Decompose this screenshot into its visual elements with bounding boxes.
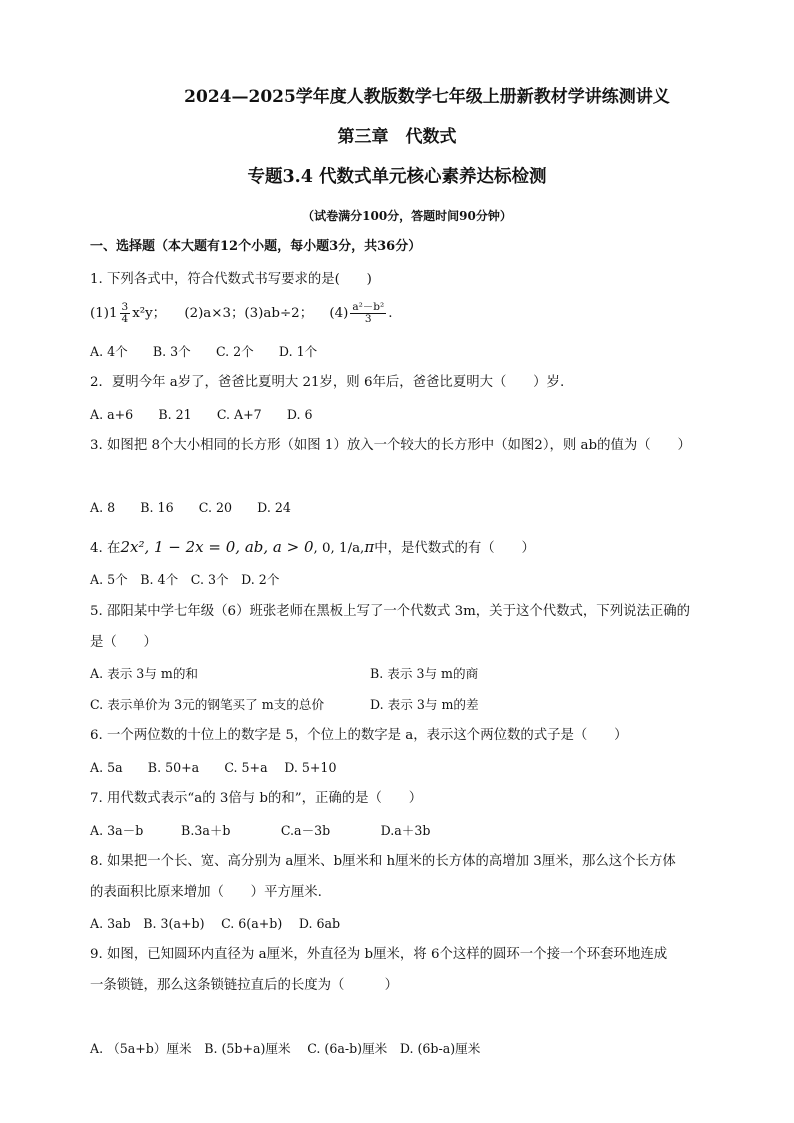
q4-prefix: 4. 在 <box>90 541 121 556</box>
chapter-title: 第三章 代数式 <box>337 127 457 147</box>
q4-expressions: 2x², 1 − 2x = 0, ab, a > 0 <box>120 538 314 556</box>
exam-note: （试卷满分100分，答题时间90分钟） <box>302 209 512 223</box>
fraction-denominator: 3 <box>364 313 372 325</box>
question-2-options: A. a+6 B. 21 C. A+7 D. 6 <box>90 407 313 422</box>
question-3-options: A. 8 B. 16 C. 20 D. 24 <box>90 500 291 515</box>
question-9-options: A. （5a+b）厘米 B. (5b+a)厘米 C. (6a-b)厘米 D. (6b-a)厘米 <box>90 1041 481 1056</box>
question-1-stem: 1. 下列各式中，符合代数式书写要求的是( ) <box>90 272 372 287</box>
q1-part4-prefix: (4) <box>329 306 349 321</box>
question-5-option-b: B. 表示 3与 m的商 <box>370 666 479 681</box>
question-8-stem-line2: 的表面积比原来增加（ ）平方厘米. <box>90 885 322 900</box>
pi-symbol: π <box>364 538 375 556</box>
q4-middle: , 0, 1/a, <box>313 541 365 556</box>
document-title: 2024—2025学年度人教版数学七年级上册新教材学讲练测讲义 <box>184 87 670 107</box>
question-4-stem <box>90 538 535 558</box>
question-9-stem-line2: 一条锁链，那么这条锁链拉直后的长度为（ ） <box>90 978 398 993</box>
question-8-stem-line1: 8. 如果把一个长、宽、高分别为 a厘米、b厘米和 h厘米的长方体的高增加 3厘米，那么这个长方体 <box>90 854 676 869</box>
q1-part1-suffix: x²y； <box>132 306 167 321</box>
question-5-option-a: A. 表示 3与 m的和 <box>90 666 199 681</box>
question-3-stem: 3. 如图把 8个大小相同的长方形（如图 1）放入一个较大的长方形中（如图2），则 ab的值为（ ） <box>90 438 691 453</box>
q4-suffix: 中，是代数式的有（ ） <box>374 541 535 556</box>
question-5-option-c: C. 表示单价为 3元的钢笔买了 m支的总价 <box>90 697 325 712</box>
fraction-numerator: 3 <box>121 301 129 313</box>
question-8-options: A. 3ab B. 3(a+b) C. 6(a+b) D. 6ab <box>90 916 341 931</box>
q1-part1-fraction <box>120 302 131 325</box>
q1-part4-suffix: . <box>388 306 393 321</box>
question-5-option-d: D. 表示 3与 m的差 <box>370 697 479 712</box>
question-6-stem: 6. 一个两位数的十位上的数字是 5，个位上的数字是 a，表示这个两位数的式子是（ ） <box>90 728 628 743</box>
question-9-stem-line1: 9. 如图，已知圆环内直径为 a厘米，外直径为 b厘米，将 6个这样的圆环一个接一个环套环地连成 <box>90 947 668 962</box>
question-7-stem: 7. 用代数式表示“a的 3倍与 b的和”，正确的是（ ） <box>90 791 423 806</box>
topic-title: 专题3.4 代数式单元核心素养达标检测 <box>247 167 547 187</box>
q1-parts-2-3: (2)a×3；(3)ab÷2； <box>184 306 314 321</box>
fraction-denominator: 4 <box>121 313 129 325</box>
question-4-options: A. 5个 B. 4个 C. 3个 D. 2个 <box>90 572 280 587</box>
section-heading: 一、选择题（本大题有12个小题，每小题3分，共36分） <box>90 239 422 254</box>
question-1-parts <box>90 296 392 332</box>
question-1-options: A. 4个 B. 3个 C. 2个 D. 1个 <box>90 344 318 359</box>
fraction-numerator: a²－b² <box>352 301 385 313</box>
question-5-stem-line2: 是（ ） <box>90 635 157 650</box>
question-5-stem-line1: 5. 邵阳某中学七年级（6）班张老师在黑板上写了一个代数式 3m，关于这个代数式，下列说法正确的 <box>90 604 691 619</box>
question-6-options: A. 5a B. 50+a C. 5+a D. 5+10 <box>90 760 337 775</box>
q1-part4-fraction <box>350 302 386 325</box>
question-7-options: A. 3a－b B.3a＋b C.a－3b D.a＋3b <box>90 823 431 838</box>
q1-part1-prefix: (1)1 <box>90 306 118 321</box>
question-2-stem: 2．夏明今年 a岁了，爸爸比夏明大 21岁，则 6年后，爸爸比夏明大（ ）岁. <box>90 375 565 390</box>
